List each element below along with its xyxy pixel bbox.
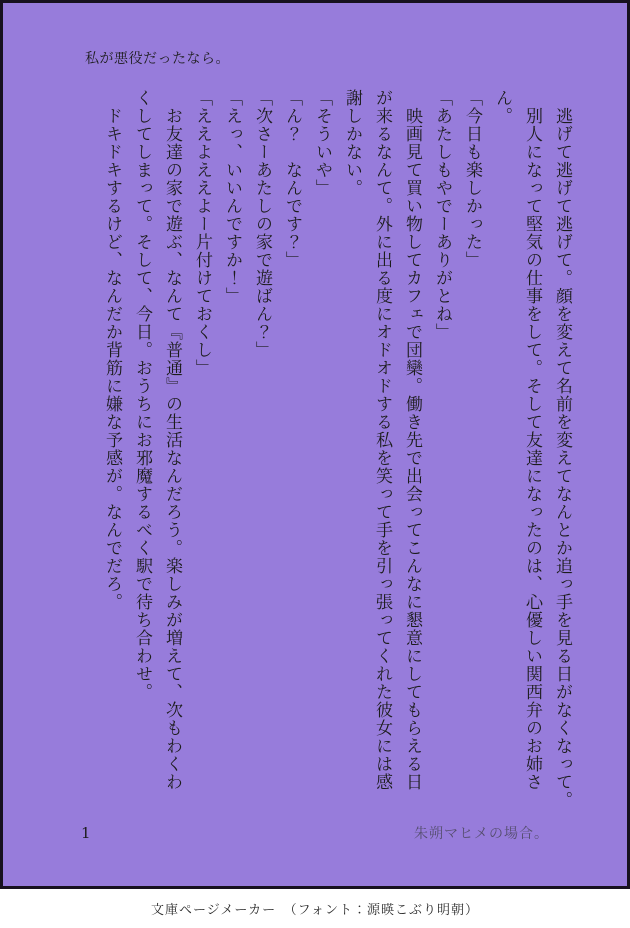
body-line: 「えっ、いいんですか！」 [222,89,242,305]
body-line: くしてしまって。そして、今日。おうちにお邪魔するべく駅で待ち合わせ。 [132,89,152,701]
body-line: ドキドキするけど、なんだか背筋に嫌な予感が。なんでだろ。 [102,89,122,611]
body-line: 「ええよええよー片付けておくし」 [192,89,212,377]
body-text [97,89,577,837]
footer-caption: 文庫ページメーカー （フォント：源暎こぶり明朝） [151,903,479,918]
body-line: 「あたしもやでーありがとね」 [432,89,452,341]
body-line: 謝しかない。 [342,89,362,197]
body-line: 「次さーあたしの家で遊ばん？」 [252,89,272,359]
body-line: 別人になって堅気の仕事をして。そして友達になったのは、心優しい関西弁のお姉さ [522,89,542,791]
body-line: が来るなんて。外に出る度にオドオドする私を笑って手を引っ張ってくれた彼女には感 [372,89,392,791]
page-number: 1 [81,824,91,842]
body-line: ん。 [492,89,512,125]
body-line: 「そういや」 [312,89,332,197]
body-line: 映画見て買い物してカフェで団欒。働き先で出会ってこんなに懇意にしてもらえる日 [402,89,422,791]
body-line: 「ん？ なんです？」 [282,89,302,269]
footer [0,889,630,928]
character-credit: 朱朔マヒメの場合。 [414,826,549,842]
body-line: お友達の家で遊ぶ、なんて『普通』の生活なんだろう。楽しみが増えて、次もわくわ [162,89,182,791]
body-line: 逃げて逃げて逃げて。顔を変えて名前を変えてなんとか追っ手を見る日がなくなって。 [552,89,572,809]
page-title: 私が悪役だったなら。 [85,51,230,67]
body-line: 「今日も楽しかった」 [462,89,482,269]
